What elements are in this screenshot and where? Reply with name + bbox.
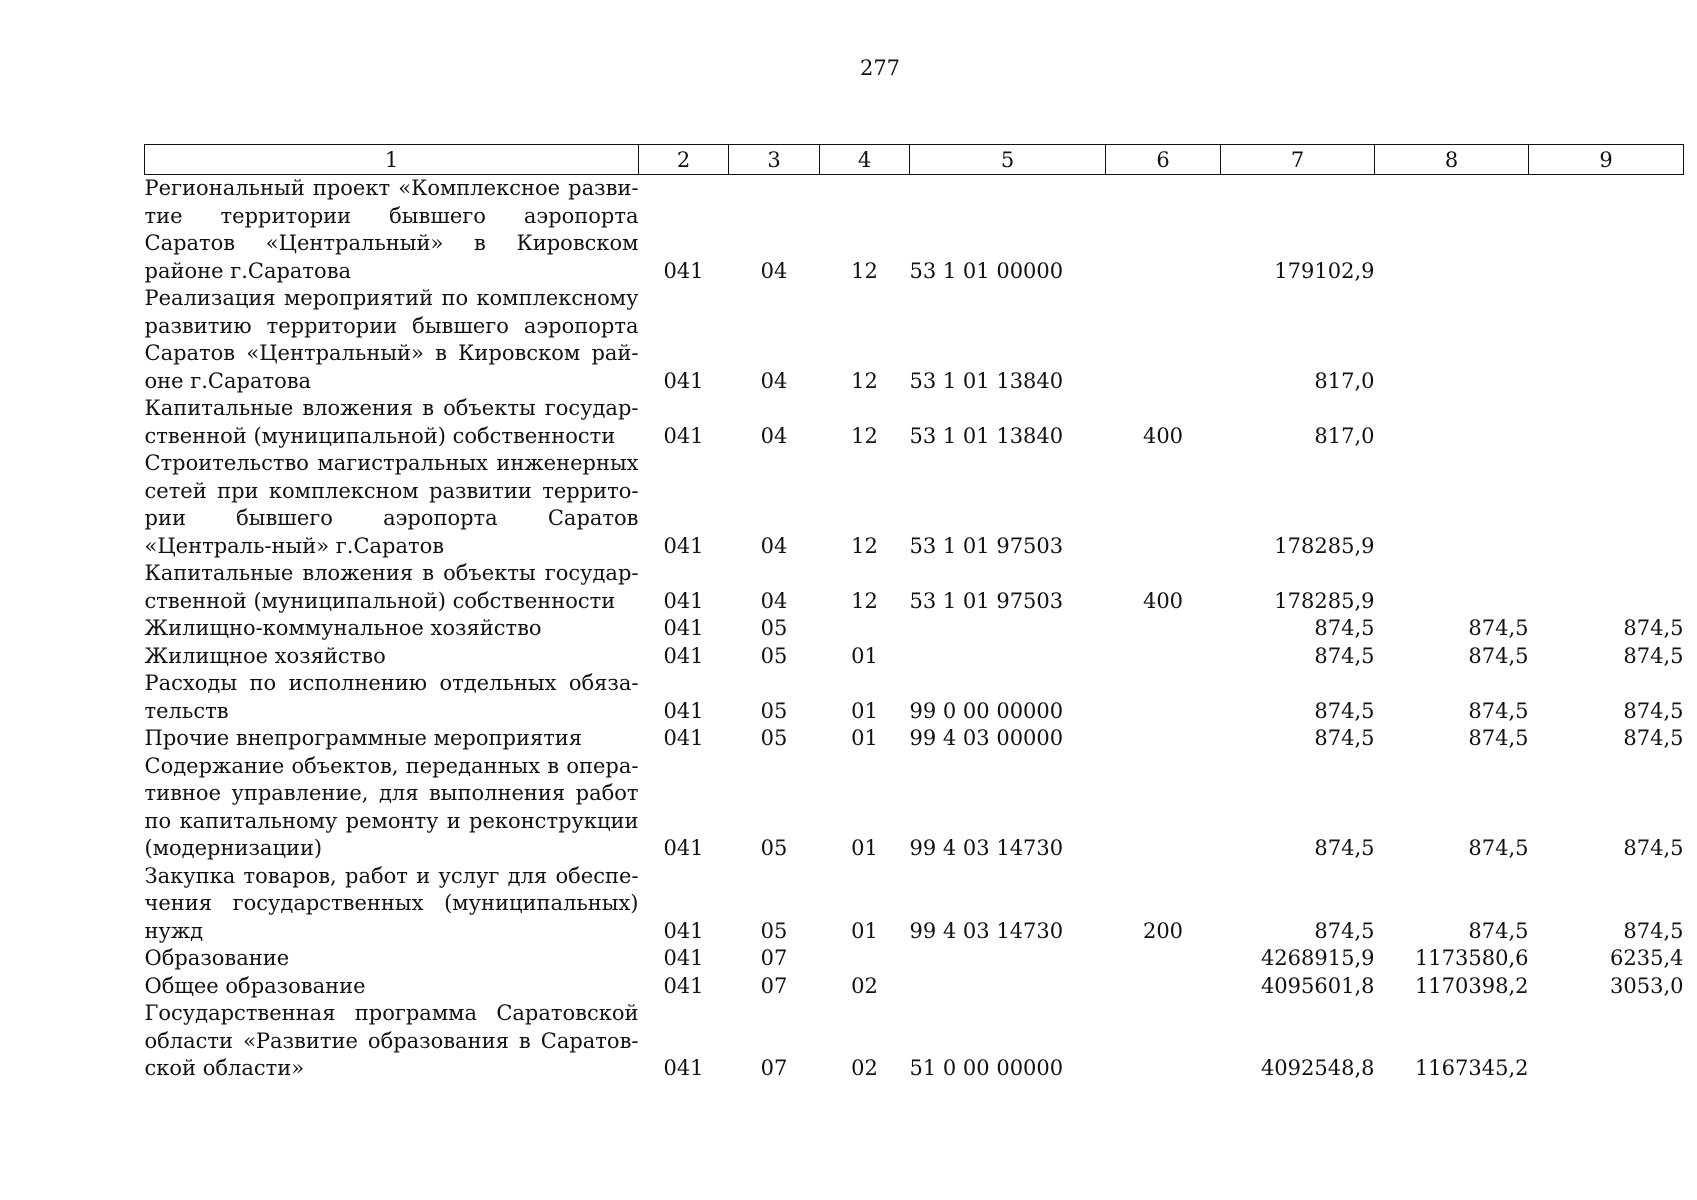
row-name: Региональный проект «Комплексное разви-тие территории бывшего аэропорта Саратов «Центральный» в Кировском районе г.Саратова	[144, 176, 639, 283]
amount-col-9: 874,5	[1623, 643, 1684, 668]
ministry-code: 041	[663, 973, 704, 998]
target-article-code: 53 1 01 13840	[909, 423, 1064, 448]
target-article-code: 53 1 01 13840	[909, 368, 1064, 393]
expense-type-code: 400	[1142, 423, 1184, 448]
amount-col-9: 3053,0	[1610, 973, 1684, 998]
ministry-code: 041	[663, 423, 704, 448]
ministry-code: 041	[663, 258, 704, 283]
table-row	[145, 863, 1684, 946]
amount-col-9	[1529, 560, 1684, 615]
expense-type-code	[1106, 175, 1221, 286]
section-code: 05	[760, 616, 788, 640]
subsection-code: 12	[851, 258, 878, 283]
row-name: Жилищно-коммунальное хозяйство	[144, 616, 542, 640]
expense-type-code	[1106, 1000, 1221, 1083]
amount-col-7: 179102,9	[1274, 258, 1375, 283]
col-header-5: 5	[910, 145, 1106, 175]
row-name: Капитальные вложения в объекты государ-ственной (муниципальной) собственности	[144, 561, 639, 613]
table-row	[145, 285, 1684, 395]
table-row	[145, 450, 1684, 560]
amount-col-8: 874,5	[1468, 836, 1529, 860]
page-number: 277	[859, 56, 901, 80]
table-row	[145, 973, 1684, 1001]
row-name: Государственная программа Саратовской области «Развитие образования в Саратов-ской области»	[144, 1001, 639, 1080]
row-name: Закупка товаров, работ и услуг для обеспе-чения государственных (муниципальных) нужд	[144, 863, 639, 943]
ministry-code: 041	[663, 698, 704, 723]
col-header-7: 7	[1221, 145, 1375, 175]
expense-type-code	[1106, 285, 1221, 395]
subsection-code: 01	[851, 726, 878, 750]
row-name: Прочие внепрограммные мероприятия	[144, 726, 583, 750]
table-row	[145, 643, 1684, 671]
col-header-1: 1	[145, 145, 639, 175]
target-article-code: 99 4 03 14730	[909, 836, 1064, 860]
amount-col-8: 1167345,2	[1414, 1056, 1529, 1080]
amount-col-8: 874,5	[1468, 616, 1529, 640]
expense-type-code	[1106, 450, 1221, 560]
ministry-code: 041	[663, 533, 704, 558]
col-header-3: 3	[729, 145, 820, 175]
amount-col-9: 874,5	[1623, 918, 1684, 943]
ministry-code: 041	[663, 588, 704, 613]
section-code: 04	[760, 423, 788, 448]
expense-type-code	[1106, 973, 1221, 1001]
ministry-code: 041	[663, 726, 704, 750]
section-code: 05	[760, 726, 788, 750]
col-header-4: 4	[820, 145, 910, 175]
expense-type-code	[1106, 945, 1221, 973]
table-row	[145, 670, 1684, 725]
table-row	[145, 615, 1684, 643]
section-code: 04	[760, 588, 788, 613]
target-article-code	[910, 973, 1106, 1001]
amount-col-8	[1375, 560, 1529, 615]
header-row	[145, 145, 1684, 175]
amount-col-7: 874,5	[1314, 643, 1375, 668]
section-code: 04	[760, 368, 788, 393]
table-row	[145, 945, 1684, 973]
expense-type-code	[1106, 725, 1221, 753]
target-article-code: 99 0 00 00000	[909, 698, 1064, 723]
target-article-code	[910, 615, 1106, 643]
amount-col-9	[1529, 285, 1684, 395]
ministry-code: 041	[663, 946, 704, 970]
subsection-code: 01	[851, 918, 878, 943]
table-row	[145, 753, 1684, 863]
subsection-code: 01	[851, 836, 878, 860]
amount-col-9: 6235,4	[1610, 946, 1684, 970]
row-name: Строительство магистральных инженерных сетей при комплексном развитии террито-рии бывшего аэропорта Саратов «Централь-ный» г.Саратов	[144, 451, 639, 558]
amount-col-9: 874,5	[1623, 698, 1684, 723]
amount-col-8: 874,5	[1468, 698, 1529, 723]
section-code: 04	[760, 533, 788, 558]
row-name: Жилищное хозяйство	[144, 643, 386, 668]
subsection-code: 12	[851, 533, 878, 558]
amount-col-7: 874,5	[1314, 836, 1375, 860]
subsection-code: 02	[851, 973, 878, 998]
amount-col-8	[1375, 175, 1529, 286]
ministry-code: 041	[663, 368, 704, 393]
amount-col-7: 4092548,8	[1260, 1056, 1375, 1080]
ministry-code: 041	[663, 836, 704, 860]
target-article-code: 53 1 01 97503	[909, 588, 1064, 613]
expense-type-code	[1106, 615, 1221, 643]
amount-col-8: 874,5	[1468, 643, 1529, 668]
section-code: 05	[760, 918, 788, 943]
section-code: 07	[760, 973, 788, 998]
subsection-code: 12	[851, 588, 878, 613]
subsection-code: 12	[851, 423, 878, 448]
table-row	[145, 175, 1684, 286]
ministry-code: 041	[663, 1056, 704, 1080]
col-header-9: 9	[1529, 145, 1684, 175]
amount-col-9: 874,5	[1623, 726, 1684, 750]
target-article-code: 51 0 00 00000	[909, 1056, 1064, 1080]
amount-col-9	[1529, 1000, 1684, 1083]
subsection-code: 12	[851, 368, 878, 393]
table-row	[145, 560, 1684, 615]
amount-col-7: 817,0	[1314, 368, 1375, 393]
row-name: Содержание объектов, переданных в опера-тивное управление, для выполнения работ по капитальному ремонту и реконструкции (модернизации)	[144, 753, 639, 860]
amount-col-7: 178285,9	[1274, 588, 1375, 613]
col-header-8: 8	[1375, 145, 1529, 175]
subsection-code: 01	[851, 643, 878, 668]
expense-type-code	[1106, 643, 1221, 671]
section-code: 04	[760, 258, 788, 283]
subsection-code	[820, 615, 910, 643]
amount-col-8: 1170398,2	[1414, 973, 1529, 998]
amount-col-7: 817,0	[1314, 423, 1375, 448]
table-row	[145, 395, 1684, 450]
section-code: 05	[760, 836, 788, 860]
amount-col-7: 4095601,8	[1260, 973, 1375, 998]
table-row	[145, 725, 1684, 753]
subsection-code: 02	[851, 1056, 878, 1080]
row-name: Капитальные вложения в объекты государ-ственной (муниципальной) собственности	[144, 396, 639, 448]
row-name: Реализация мероприятий по комплексному развитию территории бывшего аэропорта Саратов «Центральный» в Кировском рай-оне г.Саратова	[144, 286, 639, 393]
ministry-code: 041	[663, 918, 704, 943]
section-code: 05	[760, 643, 788, 668]
target-article-code	[910, 945, 1106, 973]
target-article-code: 99 4 03 14730	[909, 918, 1064, 943]
amount-col-8	[1375, 395, 1529, 450]
amount-col-7: 4268915,9	[1260, 946, 1375, 970]
amount-col-7: 178285,9	[1274, 533, 1375, 558]
amount-col-9: 874,5	[1623, 836, 1684, 860]
expense-type-code	[1106, 670, 1221, 725]
amount-col-9: 874,5	[1623, 616, 1684, 640]
target-article-code: 99 4 03 00000	[909, 726, 1064, 750]
amount-col-9	[1529, 450, 1684, 560]
amount-col-7: 874,5	[1314, 726, 1375, 750]
amount-col-9	[1529, 175, 1684, 286]
section-code: 05	[760, 698, 788, 723]
amount-col-7: 874,5	[1314, 616, 1375, 640]
ministry-code: 041	[663, 616, 704, 640]
amount-col-7: 874,5	[1314, 918, 1375, 943]
row-name: Образование	[144, 946, 290, 970]
row-name: Расходы по исполнению отдельных обяза-тельств	[144, 671, 639, 723]
section-code: 07	[760, 1056, 788, 1080]
target-article-code: 53 1 01 97503	[909, 533, 1064, 558]
amount-col-8: 1173580,6	[1414, 946, 1529, 970]
col-header-2: 2	[639, 145, 729, 175]
expense-type-code	[1106, 753, 1221, 863]
amount-col-8	[1375, 285, 1529, 395]
section-code: 07	[760, 946, 788, 970]
expense-type-code: 400	[1142, 588, 1184, 613]
subsection-code: 01	[851, 698, 878, 723]
amount-col-9	[1529, 395, 1684, 450]
target-article-code	[910, 643, 1106, 671]
amount-col-7: 874,5	[1314, 698, 1375, 723]
amount-col-8: 874,5	[1468, 726, 1529, 750]
amount-col-8: 874,5	[1468, 918, 1529, 943]
expense-type-code: 200	[1142, 918, 1184, 943]
amount-col-8	[1375, 450, 1529, 560]
target-article-code: 53 1 01 00000	[909, 258, 1064, 283]
row-name: Общее образование	[144, 973, 366, 998]
table-row	[145, 1000, 1684, 1083]
col-header-6: 6	[1106, 145, 1221, 175]
budget-table	[144, 144, 1684, 1083]
ministry-code: 041	[663, 643, 704, 668]
subsection-code	[820, 945, 910, 973]
